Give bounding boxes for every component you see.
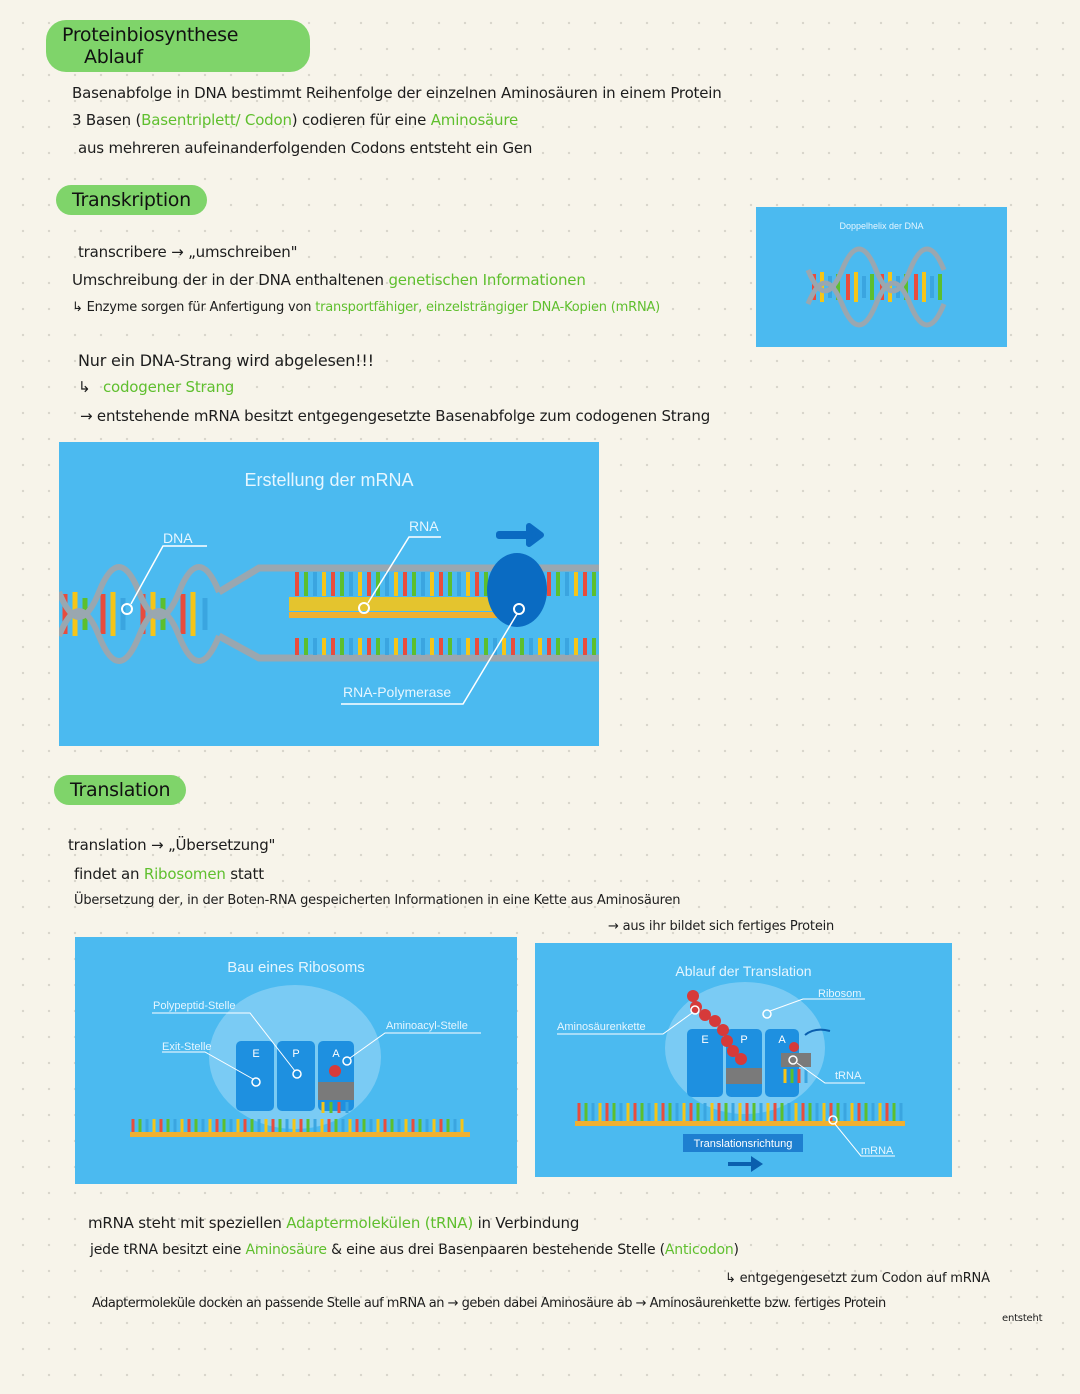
site-p-label: P <box>292 1048 300 1060</box>
intro-line-2-c: ) codieren für eine <box>291 111 427 129</box>
transcription-line-4: Nur ein DNA-Strang wird abgelesen!!! <box>78 351 374 370</box>
ribosome-structure-panel <box>75 937 517 1184</box>
translation-trna-label: tRNA <box>835 1070 862 1082</box>
mrna-label-polymerase: RNA-Polymerase <box>343 684 452 700</box>
translation-process-panel <box>535 943 952 1177</box>
transcription-line-5-arrow: ↳ <box>78 378 91 396</box>
bottom-line-2-a: jede tRNA besitzt eine <box>90 1242 242 1258</box>
tr-site-a-label: A <box>778 1034 786 1046</box>
transcription-line-1: transcribere → „umschreiben" <box>78 243 298 261</box>
bottom-line-4: Adaptermoleküle docken an passende Stelle auf mRNA an → geben dabei Aminosäure ab → Aminosäurenkette bzw. fertiges Protein <box>92 1296 886 1311</box>
site-e-label: E <box>252 1048 260 1060</box>
transcription-line-2-a: Umschreibung der in der DNA enthaltenen <box>72 271 384 289</box>
site-a-label: A <box>332 1048 340 1060</box>
mrna-creation-panel <box>59 442 599 746</box>
bottom-line-1-a: mRNA steht mit speziellen <box>88 1214 282 1232</box>
transcription-line-2 <box>72 271 586 289</box>
ribosome-exit-label: Exit-Stelle <box>162 1041 212 1053</box>
bottom-line-2-e: ) <box>733 1242 739 1258</box>
tr-site-e-label: E <box>701 1034 709 1046</box>
translation-process-illustration <box>535 943 952 1177</box>
ribosome-panel-title: Bau eines Ribosoms <box>227 959 365 976</box>
header-subtitle: Ablauf <box>84 46 143 68</box>
header-title: Proteinbiosynthese <box>62 24 239 46</box>
bottom-line-2-c: & eine aus drei Basenpaaren bestehende Stelle ( <box>331 1242 665 1258</box>
dna-helix-panel <box>756 207 1007 347</box>
transcription-mrna-term: (mRNA) <box>610 300 661 315</box>
intro-line-2-a: 3 Basen ( <box>72 111 142 129</box>
bottom-line-1 <box>88 1214 579 1232</box>
transcription-line-3-a: ↳ Enzyme sorgen für Anfertigung von <box>72 300 312 315</box>
translation-ribosome-term: Ribosomen <box>143 865 226 883</box>
intro-aminoacid-term: Aminosäure <box>430 111 519 129</box>
translation-line-2-a: findet an <box>74 865 140 883</box>
translation-line-2-c: statt <box>230 865 264 883</box>
translation-panel-title: Ablauf der Translation <box>675 963 812 979</box>
translation-line-1: translation → „Übersetzung" <box>68 836 276 854</box>
intro-line-1: Basenabfolge in DNA bestimmt Reihenfolge der einzelnen Aminosäuren in einem Protein <box>72 84 722 102</box>
translation-chain-label: Aminosäurenkette <box>557 1021 646 1033</box>
intro-codon-term: Basentriplett/ Codon <box>141 111 292 129</box>
ribosome-aminoacyl-label: Aminoacyl-Stelle <box>386 1020 468 1032</box>
bottom-line-2 <box>90 1242 739 1258</box>
translation-line-2 <box>74 865 264 883</box>
mrna-panel-title: Erstellung der mRNA <box>244 470 414 490</box>
translation-line-3: Übersetzung der, in der Boten-RNA gespeicherten Informationen in eine Kette aus Aminosäuren <box>74 893 681 908</box>
bottom-anticodon-term: Anticodon <box>664 1242 734 1258</box>
header-pill <box>46 20 310 72</box>
mrna-label-dna: DNA <box>163 530 193 546</box>
transcription-line-6: → entstehende mRNA besitzt entgegengesetzte Basenabfolge zum codogenen Strang <box>80 407 711 425</box>
translation-line-4: → aus ihr bildet sich fertiges Protein <box>608 919 835 934</box>
translation-ribosom-label: Ribosom <box>818 988 862 1000</box>
transcription-dna-copies: transportfähiger, einzelsträngiger DNA-Kopien <box>315 300 607 315</box>
transcription-codogen-strand: codogener Strang <box>102 378 235 396</box>
bottom-line-1-c: in Verbindung <box>477 1214 580 1232</box>
dna-helix-panel-title: Doppelhelix der DNA <box>839 221 924 231</box>
bottom-aminoacid-term: Aminosäure <box>245 1242 327 1258</box>
dna-helix-illustration <box>756 207 1007 347</box>
mrna-creation-illustration <box>59 442 599 746</box>
transcription-genetic-info: genetischen Informationen <box>388 271 586 289</box>
ribosome-polypeptide-label: Polypeptid-Stelle <box>153 1000 236 1012</box>
bottom-line-3: ↳ entgegengesetzt zum Codon auf mRNA <box>725 1271 990 1286</box>
transcription-line-3 <box>72 300 660 315</box>
mrna-label-rna: RNA <box>409 518 439 534</box>
intro-line-3: aus mehreren aufeinanderfolgenden Codons entsteht ein Gen <box>78 139 533 157</box>
bottom-line-4-end: entsteht <box>1002 1313 1043 1324</box>
transcription-line-5 <box>78 378 234 396</box>
translation-title: Translation <box>54 775 186 805</box>
transcription-title: Transkription <box>56 185 207 215</box>
intro-line-2 <box>72 111 518 129</box>
translation-direction-label: Translationsrichtung <box>693 1138 793 1150</box>
tr-site-p-label: P <box>740 1034 748 1046</box>
ribosome-structure-illustration <box>75 937 517 1184</box>
translation-mrna-label: mRNA <box>861 1145 894 1157</box>
bottom-adapter-term: Adaptermolekülen (tRNA) <box>286 1214 474 1232</box>
